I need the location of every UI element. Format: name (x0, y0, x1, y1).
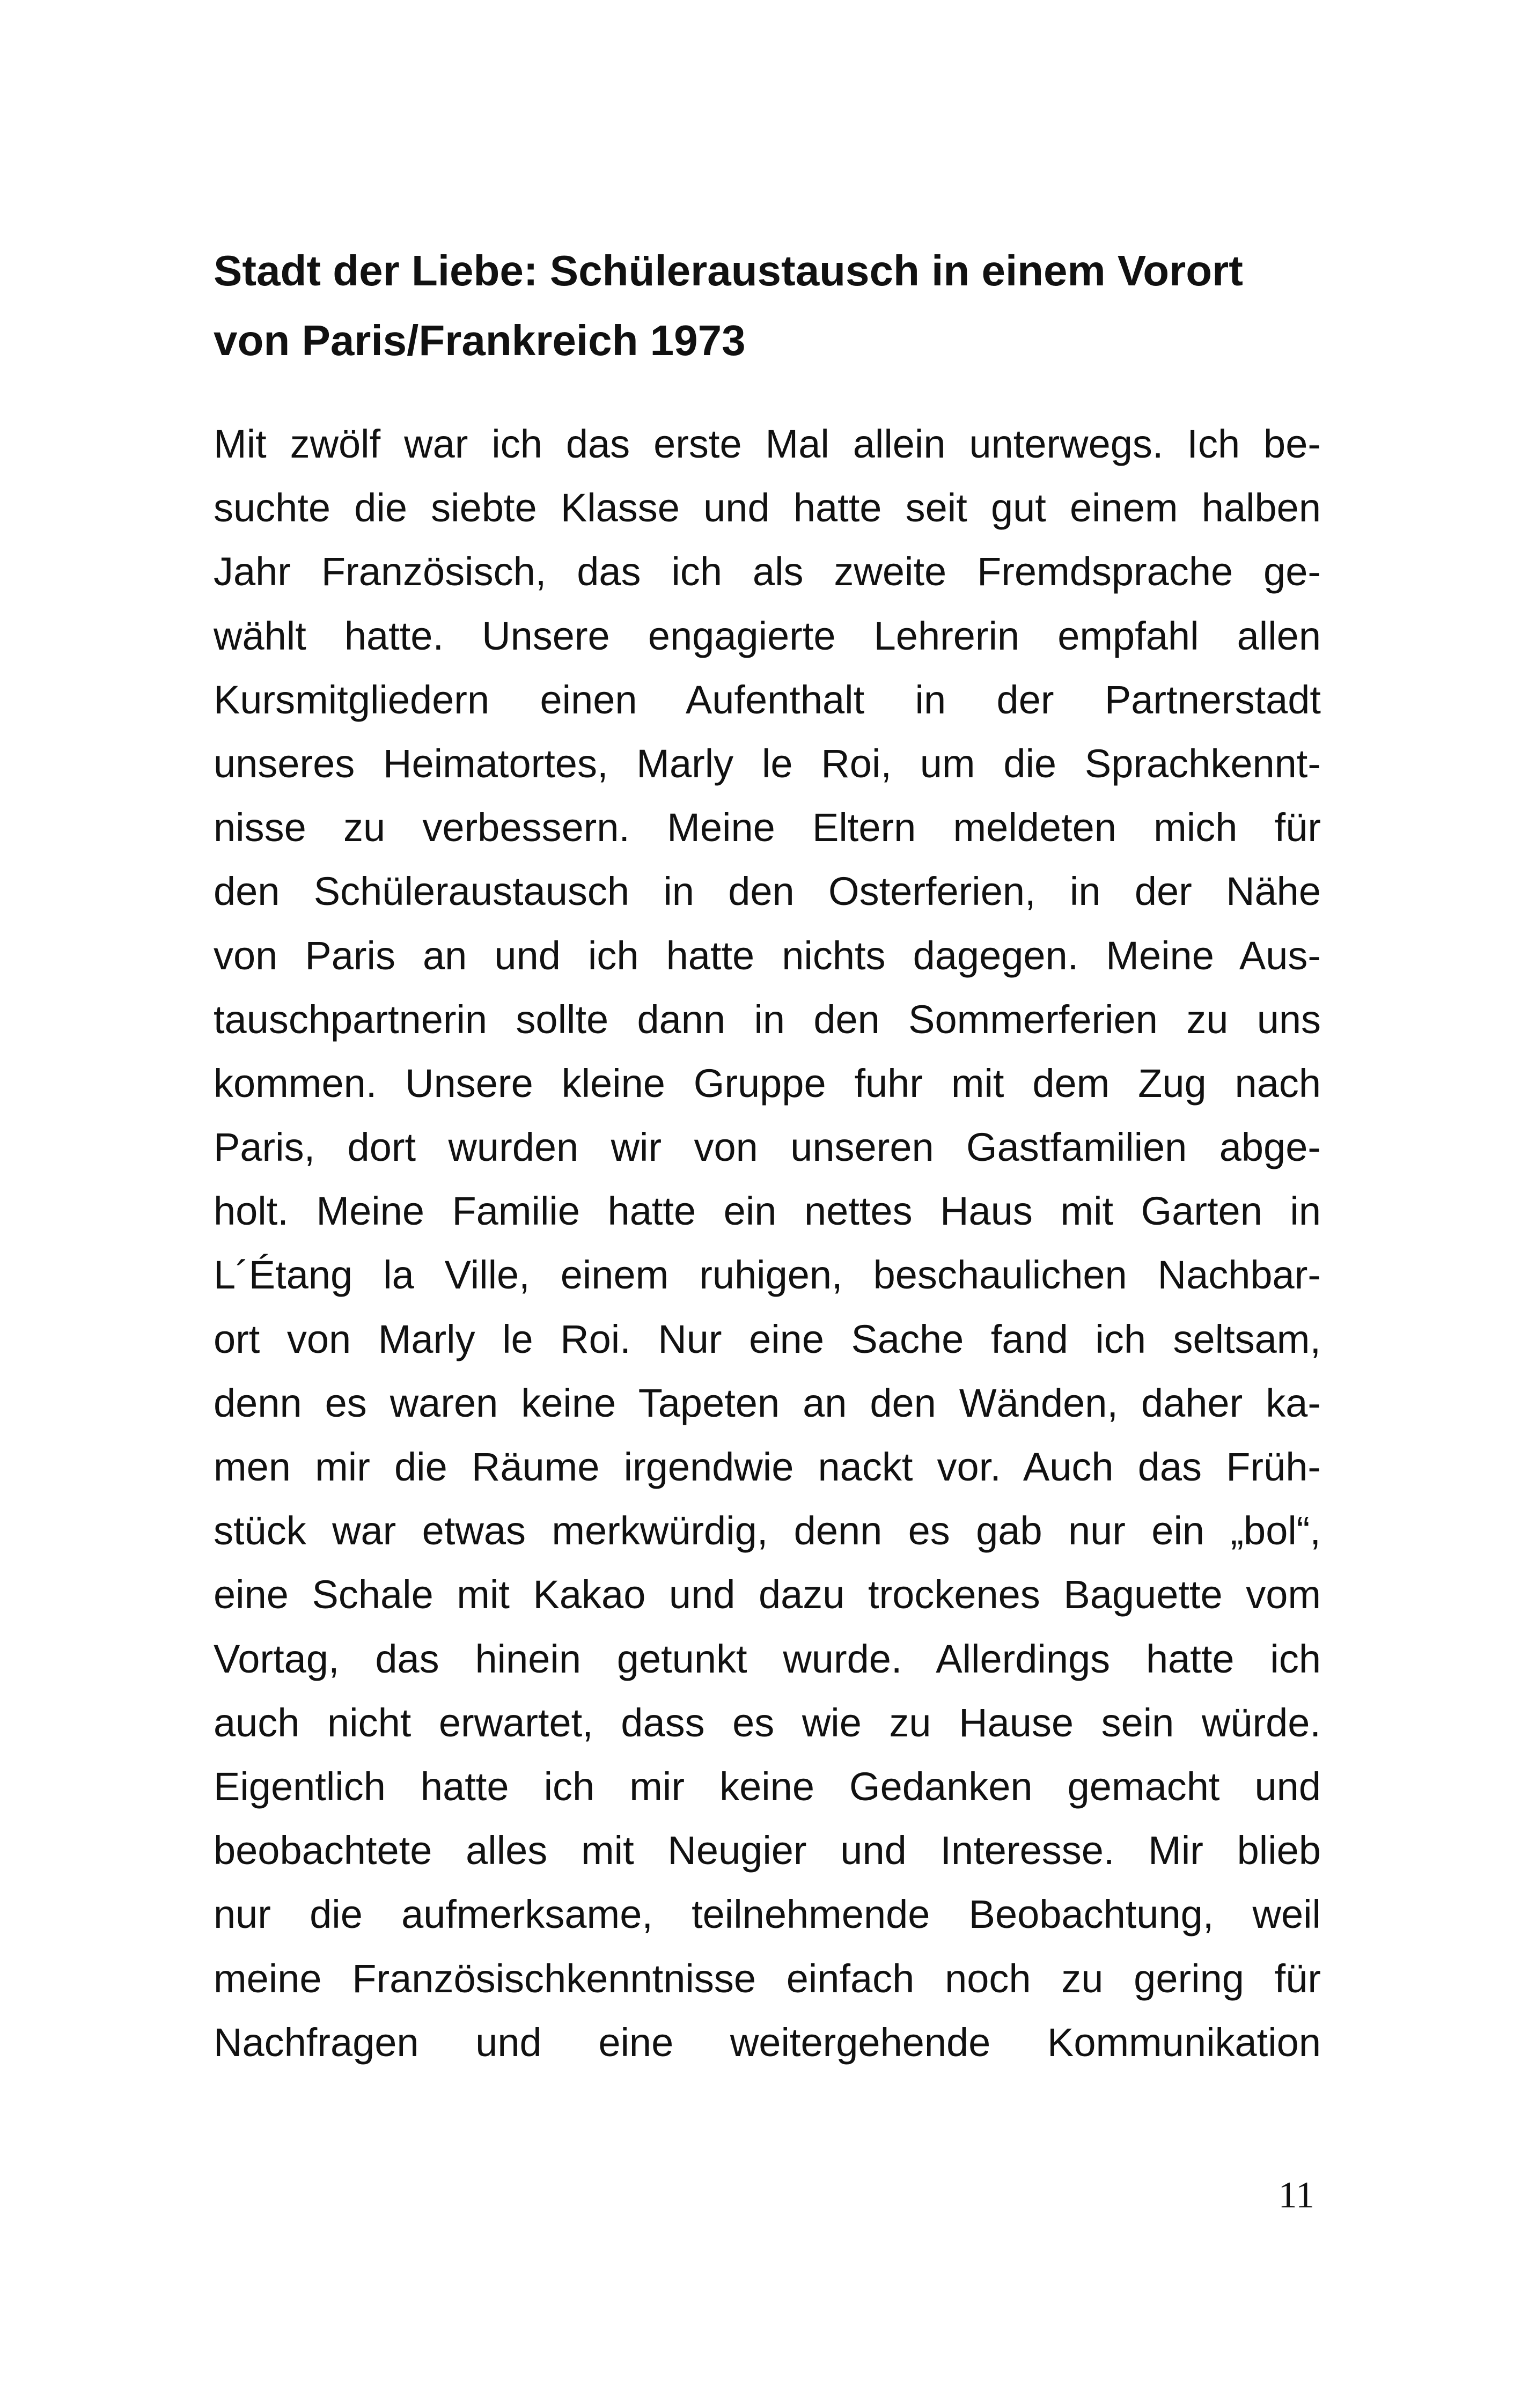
page-number: 11 (1278, 2175, 1314, 2216)
heading-line-1: Stadt der Liebe: Schüleraustausch in einem Vorort (214, 247, 1243, 294)
body-line: Mit zwölf war ich das erste Mal allein unterwegs. Ich be- (214, 422, 1321, 466)
body-line: L´Étang la Ville, einem ruhigen, beschaulichen Nachbar- (214, 1253, 1321, 1298)
heading-line-2: von Paris/Frankreich 1973 (214, 316, 746, 364)
body-line: men mir die Räume irgendwie nackt vor. Auch das Früh- (214, 1445, 1321, 1489)
body-line: auch nicht erwartet, dass es wie zu Hause sein würde. (214, 1700, 1321, 1745)
body-line: stück war etwas merkwürdig, denn es gab nur ein „bol“, (214, 1508, 1321, 1553)
body-line: eine Schale mit Kakao und dazu trockenes Baguette vom (214, 1572, 1321, 1617)
body-line: tauschpartnerin sollte dann in den Sommerferien zu uns (214, 997, 1321, 1042)
body-paragraph (214, 412, 1321, 2074)
body-line: beobachtete alles mit Neugier und Interesse. Mir blieb (214, 1828, 1321, 1873)
body-line: ort von Marly le Roi. Nur eine Sache fand ich seltsam, (214, 1316, 1321, 1361)
body-line: holt. Meine Familie hatte ein nettes Haus mit Garten in (214, 1189, 1321, 1234)
body-line: von Paris an und ich hatte nichts dagegen. Meine Aus- (214, 933, 1321, 978)
body-line: Eigentlich hatte ich mir keine Gedanken gemacht und (214, 1764, 1321, 1809)
body-line: Jahr Französisch, das ich als zweite Fremdsprache ge- (214, 549, 1321, 594)
body-line: meine Französischkenntnisse einfach noch zu gering für (214, 1956, 1321, 2001)
body-line: Nachfragen und eine weitergehende Kommunikation (214, 2020, 1321, 2065)
body-line: suchte die siebte Klasse und hatte seit gut einem halben (214, 485, 1321, 531)
chapter-heading (214, 236, 1321, 375)
body-line: nisse zu verbessern. Meine Eltern meldeten mich für (214, 805, 1321, 850)
body-line: unseres Heimatortes, Marly le Roi, um die Sprachkennt- (214, 741, 1321, 786)
body-line: nur die aufmerksame, teilnehmende Beobachtung, weil (214, 1892, 1321, 1937)
body-line: Vortag, das hinein getunkt wurde. Allerdings hatte ich (214, 1636, 1321, 1681)
body-line: kommen. Unsere kleine Gruppe fuhr mit dem Zug nach (214, 1061, 1321, 1106)
body-line: Paris, dort wurden wir von unseren Gastfamilien abge- (214, 1125, 1321, 1170)
body-line: den Schüleraustausch in den Osterferien, in der Nähe (214, 869, 1321, 914)
body-line: wählt hatte. Unsere engagierte Lehrerin empfahl allen (214, 613, 1321, 658)
body-line: Kursmitgliedern einen Aufenthalt in der Partnerstadt (214, 677, 1321, 722)
body-line: denn es waren keine Tapeten an den Wänden, daher ka- (214, 1380, 1321, 1425)
